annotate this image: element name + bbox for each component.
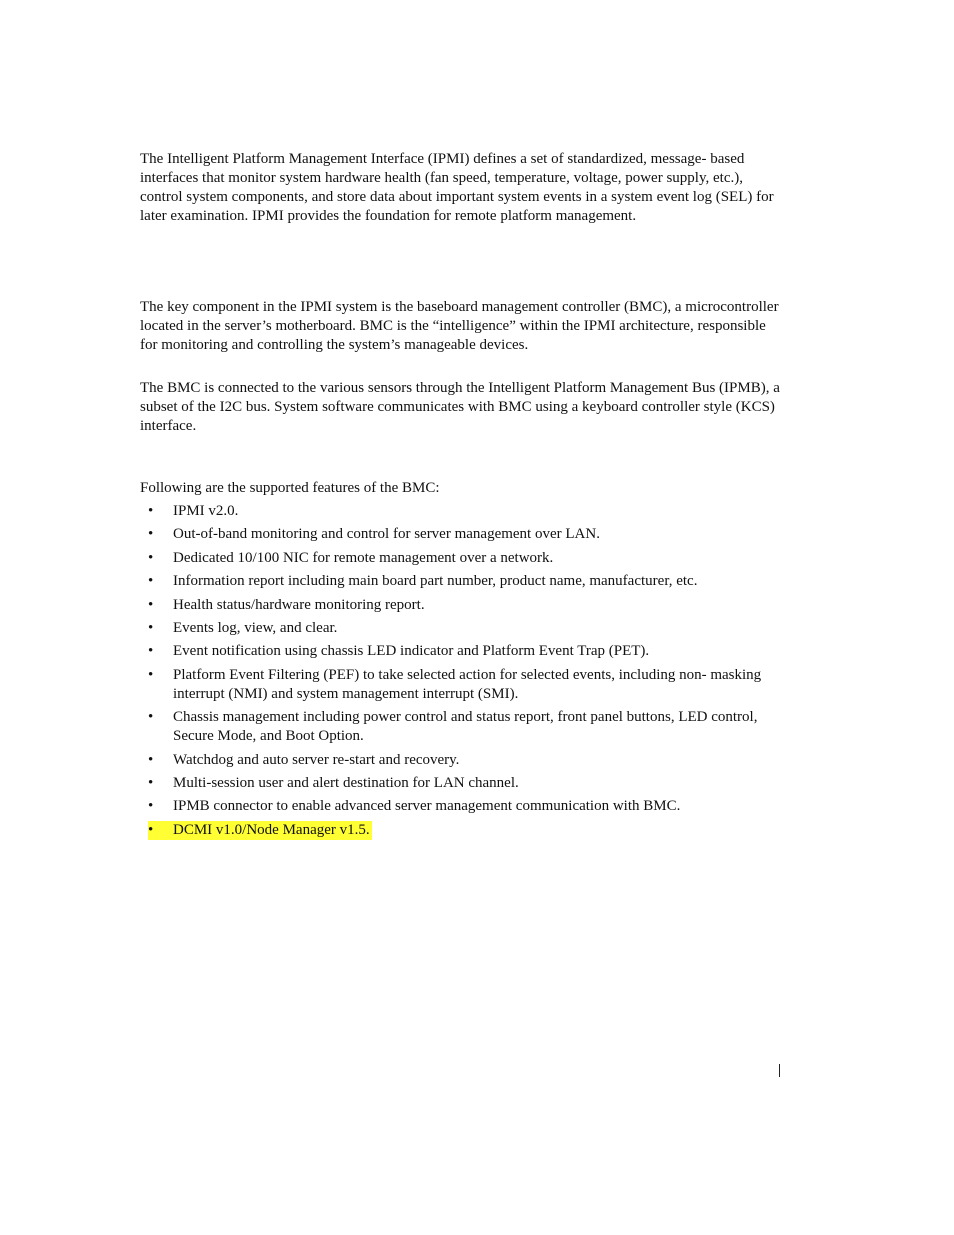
feature-list-item	[140, 774, 780, 793]
feature-text: Health status/hardware monitoring report.	[173, 596, 425, 613]
bullet-icon: •	[148, 619, 154, 636]
feature-list-item	[140, 666, 780, 704]
feature-list-item	[140, 642, 780, 661]
bmc-key-component-paragraph: The key component in the IPMI system is the baseboard management controller (BMC), a microcontroller located in the server’s motherboard. BMC is the “intelligence” within the IPMI architecture, responsible for monitoring and controlling the system’s manageable devices.	[140, 299, 779, 353]
bullet-icon: •	[148, 596, 154, 613]
bmc-connection-paragraph: The BMC is connected to the various sensors through the Intelligent Platform Management Bus (IPMB), a subset of the I2C bus. System software communicates with BMC using a keyboard controller style (KCS) interface.	[140, 380, 780, 434]
feature-list-item	[140, 708, 780, 746]
bmc-features-list	[140, 502, 780, 844]
bullet-icon: •	[148, 709, 154, 726]
bullet-icon: •	[148, 573, 154, 590]
bullet-icon: •	[148, 751, 154, 768]
bullet-icon: •	[148, 503, 154, 519]
feature-text: Watchdog and auto server re-start and recovery.	[173, 751, 460, 768]
bullet-icon: •	[148, 643, 154, 660]
bullet-icon: •	[148, 549, 154, 566]
feature-text: Event notification using chassis LED indicator and Platform Event Trap (PET).	[173, 643, 650, 660]
ipmi-intro-paragraph: The Intelligent Platform Management Interface (IPMI) defines a set of standardized, message- based interfaces that monitor system hardware health (fan speed, temperature, voltage, power supply, etc.), control system components, and store data about important system events in a system event log (SEL) for later examination. IPMI provides the foundation for remote platform management.	[140, 151, 774, 224]
bullet-icon: •	[148, 821, 154, 838]
feature-list-item	[140, 502, 780, 521]
feature-list-item	[140, 549, 780, 568]
feature-text: Out-of-band monitoring and control for server management over LAN.	[173, 526, 600, 543]
feature-list-item	[140, 751, 780, 770]
feature-list-item	[140, 797, 780, 816]
feature-text: IPMB connector to enable advanced server management communication with BMC.	[173, 798, 681, 815]
feature-list-item	[140, 596, 780, 615]
margin-rule-mark	[779, 1064, 780, 1077]
feature-text: Information report including main board part number, product name, manufacturer, etc.	[173, 573, 698, 590]
feature-text: Multi-session user and alert destination for LAN channel.	[173, 774, 519, 791]
features-intro-paragraph: Following are the supported features of the BMC:	[140, 480, 440, 496]
feature-text: Dedicated 10/100 NIC for remote management over a network.	[173, 549, 554, 566]
feature-text: IPMI v2.0.	[173, 503, 239, 519]
feature-text: Platform Event Filtering (PEF) to take selected action for selected events, including non- masking interrupt (NMI) and system management interrupt (SMI).	[173, 666, 762, 702]
feature-text: Events log, view, and clear.	[173, 619, 338, 636]
feature-list-item	[140, 572, 780, 591]
bullet-icon: •	[148, 774, 154, 791]
bullet-icon: •	[148, 798, 154, 815]
bullet-icon: •	[148, 666, 154, 683]
bullet-icon: •	[148, 526, 154, 543]
feature-list-item	[140, 525, 780, 544]
feature-list-item	[140, 619, 780, 638]
feature-text: Chassis management including power control and status report, front panel buttons, LED control, Secure Mode, and Boot Option.	[173, 709, 758, 745]
feature-list-item-highlighted	[148, 821, 372, 840]
feature-text: DCMI v1.0/Node Manager v1.5.	[173, 821, 370, 838]
